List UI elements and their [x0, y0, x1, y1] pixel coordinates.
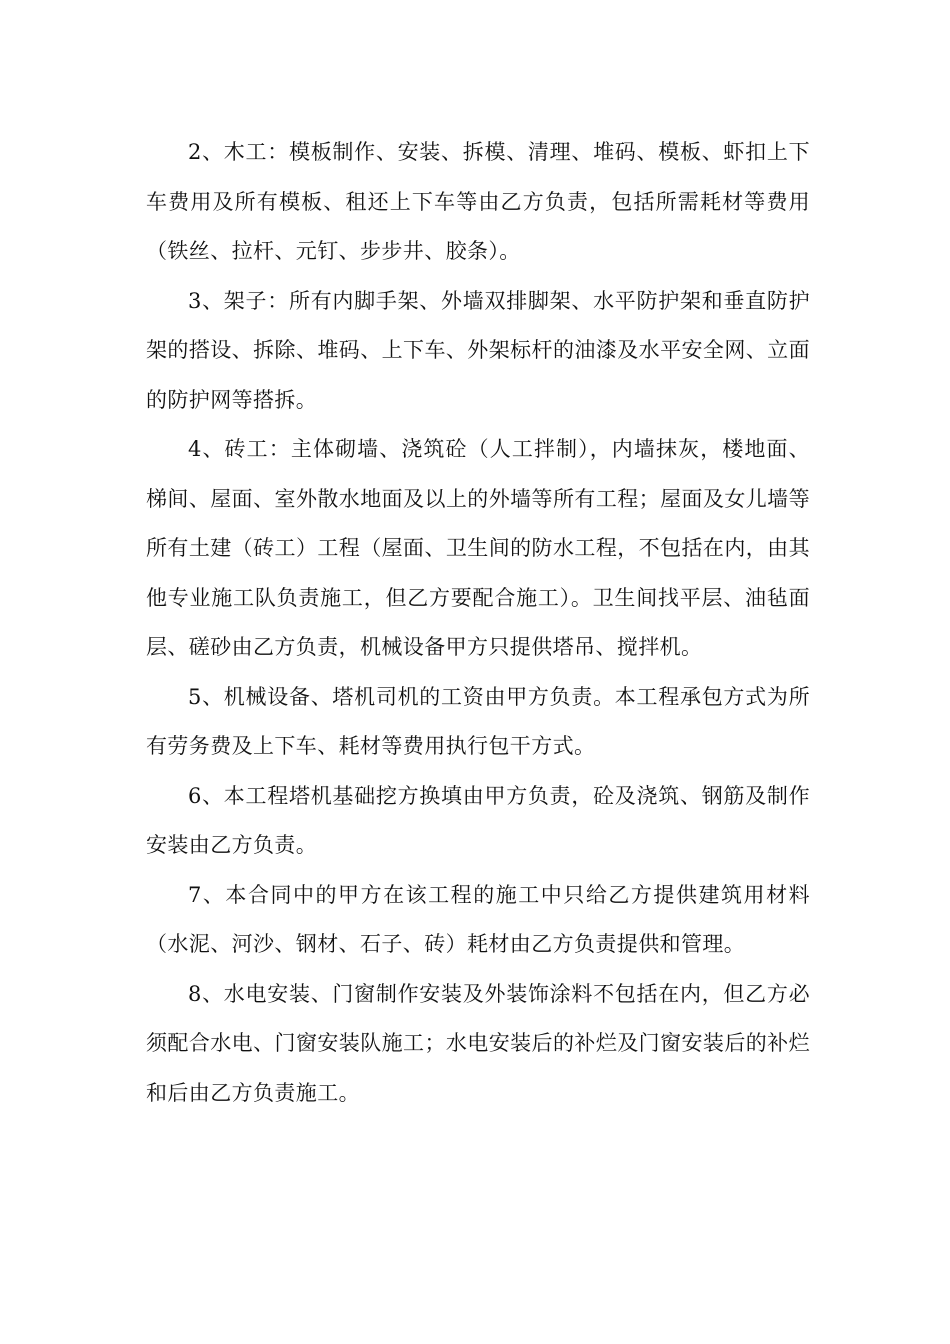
clause-3-scaffolding: 3、架子：所有内脚手架、外墙双排脚架、水平防护架和垂直防护架的搭设、拆除、堆码、上下车、外架标杆的油漆及水平安全网、立面的防护网等搭拆。: [146, 288, 810, 412]
clause-6-tower-crane-foundation: 6、本工程塔机基础挖方换填由甲方负责，砼及浇筑、钢筋及制作安装由乙方负责。: [146, 783, 810, 857]
clause-5-machinery: 5、机械设备、塔机司机的工资由甲方负责。本工程承包方式为所有劳务费及上下车、耗材等费用执行包干方式。: [146, 684, 810, 758]
clause-2-carpentry: 2、木工：模板制作、安装、拆模、清理、堆码、模板、虾扣上下车费用及所有模板、租还上下车等由乙方负责，包括所需耗材等费用（铁丝、拉杆、元钉、步步井、胶条）。: [146, 140, 810, 263]
clause-7-materials: 7、本合同中的甲方在该工程的施工中只给乙方提供建筑用材料（水泥、河沙、钢材、石子、砖）耗材由乙方负责提供和管理。: [146, 882, 810, 956]
clause-8-plumbing-electrical: 8、水电安装、门窗制作安装及外装饰涂料不包括在内，但乙方必须配合水电、门窗安装队施工；水电安装后的补烂及门窗安装后的补烂和后由乙方负责施工。: [146, 981, 810, 1105]
clause-4-masonry: 4、砖工：主体砌墙、浇筑砼（人工拌制），内墙抹灰，楼地面、梯间、屋面、室外散水地面及以上的外墙等所有工程；屋面及女儿墙等所有土建（砖工）工程（屋面、卫生间的防水工程，不包括在内，由其他专业施工队负责施工，但乙方要配合施工）。卫生间找平层、油毡面层、磋砂由乙方负责，机械设备甲方只提供塔吊、搅拌机。: [146, 437, 810, 659]
document-body: [146, 128, 810, 1118]
